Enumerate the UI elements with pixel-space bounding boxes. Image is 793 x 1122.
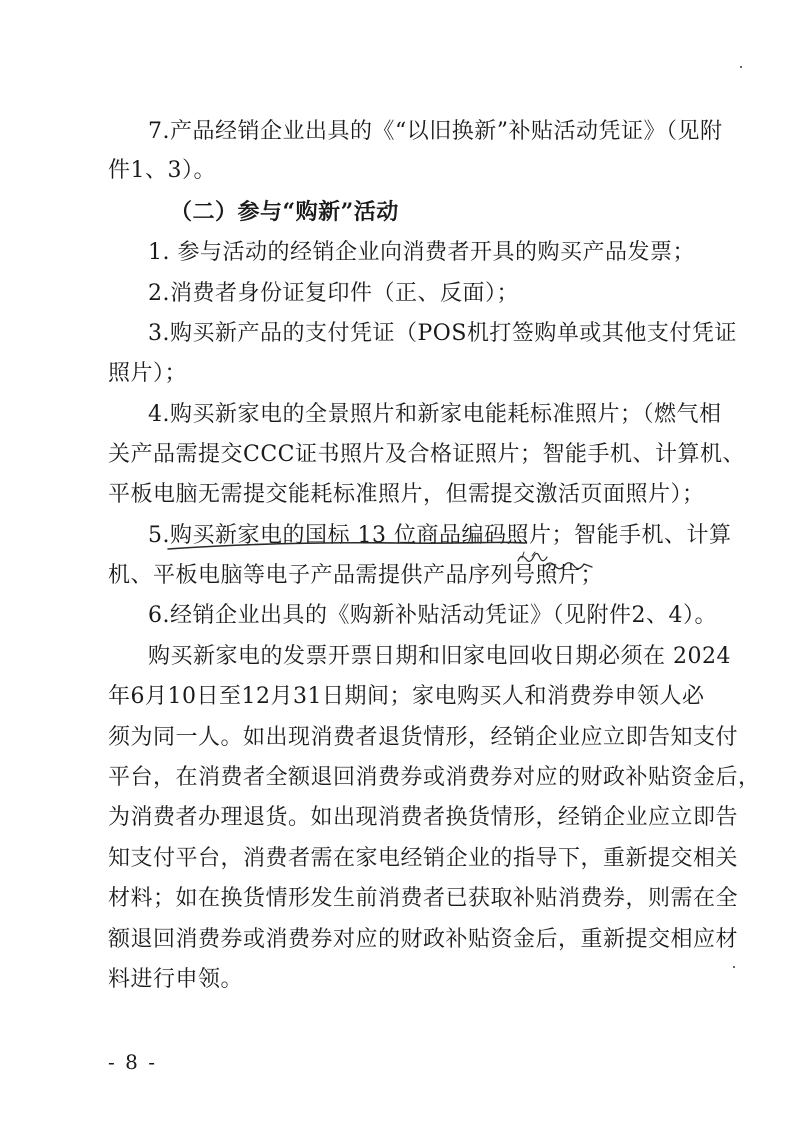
item-1-line-1: 1. 参与活动的经销企业向消费者开具的购买产品发票；: [148, 240, 695, 265]
item-3-line-1: 3.购买新产品的支付凭证（POS机打签购单或其他支付凭证: [148, 321, 737, 346]
paragraph-line-8: 额退回消费券或消费券对应的财政补贴资金后，重新提交相应材: [108, 927, 739, 952]
item-3-line-2: 照片）；: [108, 361, 188, 386]
section-heading-purchase-new: （二）参与“购新”活动: [170, 199, 399, 225]
scan-speck: [740, 66, 742, 68]
paragraph-line-1: 购买新家电的发票开票日期和旧家电回收日期必须在 2024: [148, 644, 731, 669]
item-5-line-2: 机、平板电脑等电子产品需提供产品序列号照片；: [108, 563, 604, 588]
scan-speck: [733, 966, 735, 968]
paragraph-line-6: 知支付平台，消费者需在家电经销企业的指导下，重新提交相关: [108, 846, 739, 871]
paragraph-line-3: 须为同一人。如出现消费者退货情形，经销企业应立即告知支付: [108, 725, 739, 750]
item-7-line-2: 件1、3）。: [108, 158, 216, 183]
paragraph-line-9: 料进行申领。: [108, 967, 244, 992]
page-number: - 8 -: [108, 1050, 157, 1074]
paragraph-line-2: 年6月10日至12月31日期间；家电购买人和消费券申领人必: [108, 684, 705, 709]
item-6-line-1: 6.经销企业出具的《购新补贴活动凭证》（见附件2、4）。: [148, 603, 717, 628]
item-4-line-2: 关产品需提交CCC证书照片及合格证照片；智能手机、计算机、: [108, 442, 746, 467]
item-2-line-1: 2.消费者身份证复印件（正、反面）；: [148, 281, 519, 306]
item-5-line-1: 5.购买新家电的国标 13 位商品编码照片；智能手机、计算: [148, 523, 732, 548]
paragraph-line-4: 平台，在消费者全额退回消费券或消费券对应的财政补贴资金后，: [108, 765, 761, 790]
item-4-line-1: 4.购买新家电的全景照片和新家电能耗标准照片；（燃气相: [148, 402, 722, 427]
paragraph-line-7: 材料；如在换货情形发生前消费者已获取补贴消费券，则需在全: [108, 886, 739, 911]
item-4-line-3: 平板电脑无需提交能耗标准照片，但需提交激活页面照片）；: [108, 482, 705, 507]
paragraph-line-5: 为消费者办理退货。如出现消费者换货情形，经销企业应立即告: [108, 805, 739, 830]
item-7-line-1: 7.产品经销企业出具的《“以旧换新”补贴活动凭证》（见附: [148, 119, 723, 144]
